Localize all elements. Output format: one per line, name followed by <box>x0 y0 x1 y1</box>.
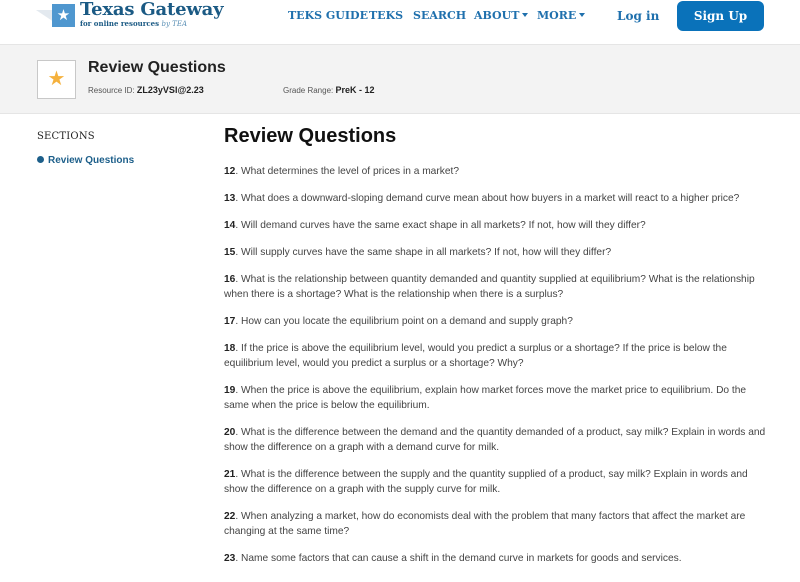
nav-more-label: MORE <box>537 9 577 22</box>
sections-heading: SECTIONS <box>37 131 95 142</box>
question-item: 17. How can you locate the equilibrium point on a demand and supply graph? <box>224 316 573 327</box>
question-item: 13. What does a downward-sloping demand curve mean about how buyers in a market will react to a higher price? <box>224 193 740 204</box>
question-item: 23. Name some factors that can cause a shift in the demand curve in markets for goods and services. <box>224 553 682 564</box>
question-item: 12. What determines the level of prices in a market? <box>224 166 460 177</box>
nav-teks[interactable]: TEKS <box>369 9 404 22</box>
question-item: 19. When the price is above the equilibrium, explain how market forces move the market price to equilibrium. Do the same when the price is below the equilibrium. <box>224 385 747 411</box>
sidebar-item-label: Review Questions <box>48 155 135 166</box>
signup-button[interactable]: Sign Up <box>677 1 764 31</box>
nav-about-label: ABOUT <box>474 9 520 22</box>
grade-range: Grade Range: PreK - 12 <box>283 85 375 95</box>
sidebar-item-review-questions[interactable] <box>37 155 134 166</box>
bullet-icon <box>37 156 44 163</box>
question-item: 14. Will demand curves have the same exact shape in all markets? If not, how will they differ? <box>224 220 646 231</box>
chevron-down-icon <box>579 13 585 17</box>
top-navigation <box>0 0 800 40</box>
question-item: 15. Will supply curves have the same shape in all markets? If not, how will they differ? <box>224 247 612 258</box>
question-item: 22. When analyzing a market, how do economists deal with the problem that many factors that affect the market are changing at the same time? <box>224 511 746 537</box>
page-title: Review Questions <box>224 125 397 147</box>
resource-title: Review Questions <box>88 59 226 76</box>
chevron-down-icon <box>522 13 528 17</box>
question-item: 16. What is the relationship between quantity demanded and quantity supplied at equilibrium? What is the relationship when there is a shortage? What is the relationship when there is a surplus? <box>224 274 755 300</box>
resource-id: Resource ID: ZL23yVSl@2.23 <box>88 85 204 95</box>
logo-title: Texas Gateway <box>80 0 224 20</box>
nav-search[interactable]: SEARCH <box>413 9 467 22</box>
question-item: 18. If the price is above the equilibrium level, would you predict a surplus or a shortage? If the price is below the equilibrium level, would you predict a surplus or a shortage? Why? <box>224 343 727 369</box>
nav-more[interactable] <box>537 9 585 22</box>
star-icon: ★ <box>37 60 76 99</box>
question-item: 21. What is the difference between the supply and the quantity supplied of a product, say milk? Explain in words and show the difference on a graph with the supply curve for milk. <box>224 469 748 495</box>
question-list <box>224 164 769 578</box>
login-link[interactable]: Log in <box>617 9 660 23</box>
nav-teks-guide[interactable]: TEKS GUIDE <box>288 9 368 22</box>
star-icon: ★ <box>52 4 75 27</box>
logo-subtitle: for online resources by TEA <box>80 19 187 28</box>
nav-about[interactable] <box>474 9 528 22</box>
question-item: 20. What is the difference between the demand and the quantity demanded of a product, say milk? Explain in words and show the difference on a graph with a demand curve for milk. <box>224 427 766 453</box>
resource-header <box>0 44 800 114</box>
